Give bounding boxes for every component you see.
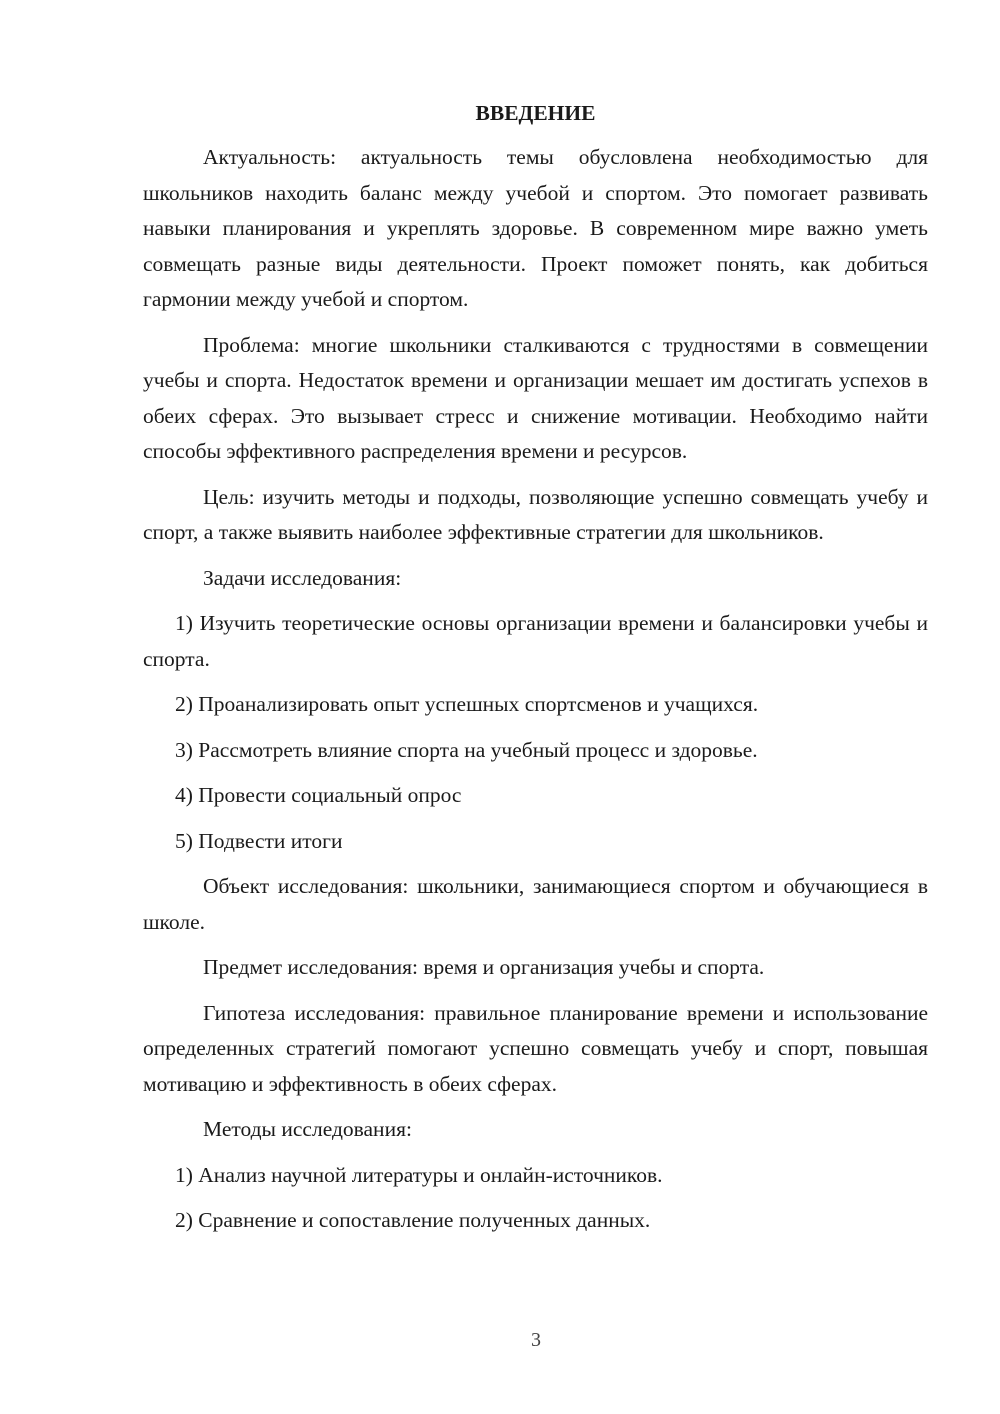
method-item-2: 2) Сравнение и сопоставление полученных данных. xyxy=(175,1208,651,1232)
tasks-heading: Задачи исследования: xyxy=(203,565,402,590)
task-item-1: 1) Изучить теоретические основы организации времени и балансировки учебы и спорта. xyxy=(143,611,928,671)
paragraph-subject: Предмет исследования: время и организация учебы и спорта. xyxy=(203,955,765,979)
task-item-5: 5) Подвести итоги xyxy=(175,828,343,853)
methods-heading: Методы исследования: xyxy=(203,1117,412,1141)
paragraph-object: Объект исследования: школьники, занимающиеся спортом и обучающиеся в школе. xyxy=(143,874,928,934)
paragraph-hypothesis: Гипотеза исследования: правильное планирование времени и использование определенных стратегий помогают успешно совмещать учебу и спорт, повышая мотивацию и эффективность в обеих сферах. xyxy=(143,1000,928,1096)
paragraph-relevance: Актуальность: актуальность темы обусловлена необходимостью для школьников находить баланс между учебой и спортом. Это помогает развивать навыки планирования и укреплять здоровье. В современном мире важно уметь совмещать разные виды деятельности. Проект поможет понять, как добиться гармонии между учебой и спортом. xyxy=(143,145,928,311)
task-item-2: 2) Проанализировать опыт успешных спортсменов и учащихся. xyxy=(175,692,759,716)
method-item-1: 1) Анализ научной литературы и онлайн-источников. xyxy=(175,1162,663,1187)
section-title: ВВЕДЕНИЕ xyxy=(475,101,596,125)
document-page xyxy=(143,96,928,1249)
paragraph-problem: Проблема: многие школьники сталкиваются с трудностями в совмещении учебы и спорта. Недостаток времени и организации мешает им достигать успехов в обеих сферах. Это вызывает стресс и снижение мотивации. Необходимо найти способы эффективного распределения времени и ресурсов. xyxy=(143,332,928,463)
page-number: 3 xyxy=(531,1329,541,1351)
paragraph-goal: Цель: изучить методы и подходы, позволяющие успешно совмещать учебу и спорт, а также выявить наиболее эффективные стратегии для школьников. xyxy=(143,484,928,544)
task-item-3: 3) Рассмотреть влияние спорта на учебный процесс и здоровье. xyxy=(175,737,758,762)
task-item-4: 4) Провести социальный опрос xyxy=(175,783,462,807)
